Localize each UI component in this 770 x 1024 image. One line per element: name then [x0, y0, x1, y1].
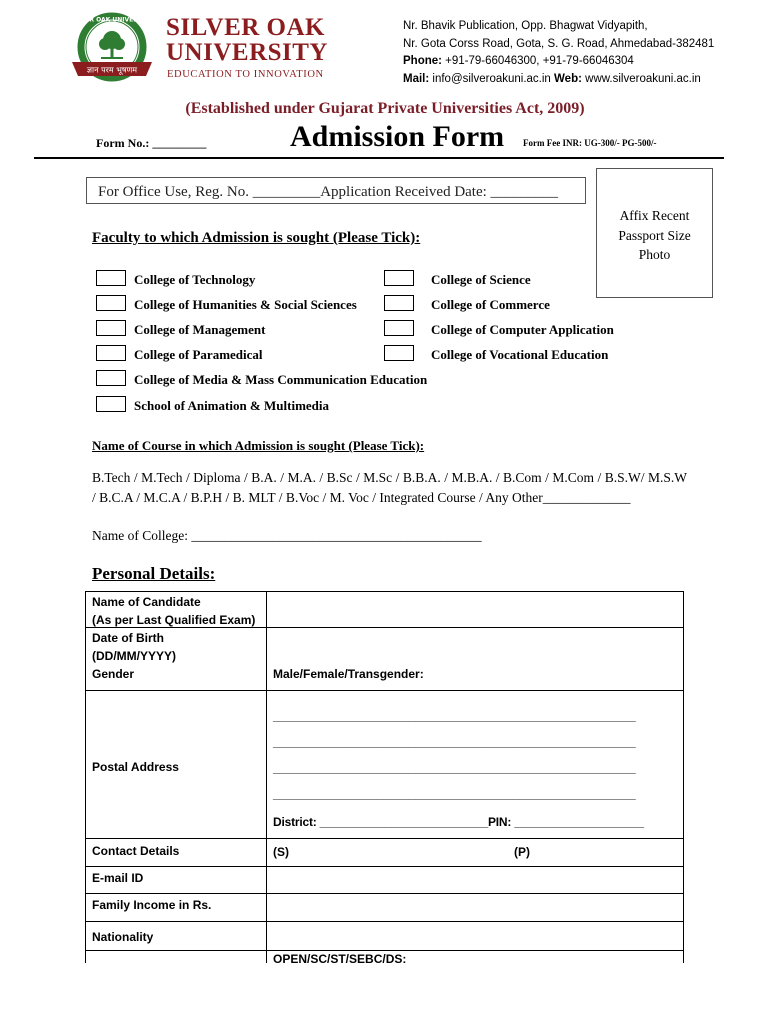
checkbox-college-vocational[interactable]: [384, 345, 414, 361]
address-block: [403, 18, 714, 88]
label-college-humanities: College of Humanities & Social Sciences: [134, 297, 357, 312]
photo-instructions: Affix Recent Passport Size Photo: [618, 208, 691, 262]
category-options[interactable]: OPEN/SC/ST/SEBC/DS:: [273, 952, 407, 963]
checkbox-college-technology[interactable]: [96, 270, 126, 286]
label-postal-address: Postal Address: [92, 760, 179, 774]
label-gender: Gender: [92, 667, 135, 681]
label-college-computer-application: College of Computer Application: [431, 322, 614, 337]
university-seal-logo: [66, 12, 158, 86]
university-name: [166, 15, 328, 65]
label-college-commerce: College of Commerce: [431, 297, 550, 312]
gender-options[interactable]: Male/Female/Transgender:: [273, 667, 424, 681]
table-row-divider: [85, 690, 684, 691]
district-pin-line[interactable]: District: __________________________PIN: ____________________: [273, 815, 644, 829]
input-nationality[interactable]: [268, 923, 682, 949]
seal-ring-text: SILVER OAK UNIVERSITY: [71, 16, 153, 24]
personal-details-heading: Personal Details:: [92, 564, 216, 583]
address-line-1[interactable]: ________________________________________________________: [273, 709, 636, 723]
header-divider: [34, 157, 724, 159]
university-tagline: EDUCATION TO INNOVATION: [167, 69, 324, 80]
address-line-4[interactable]: ________________________________________________________: [273, 787, 636, 801]
phone-line: Phone: +91-79-66046300, +91-79-66046304: [403, 55, 634, 67]
table-column-divider: [266, 591, 267, 963]
label-email: E-mail ID: [92, 871, 144, 885]
input-candidate-name[interactable]: [268, 593, 682, 626]
contact-line: Mail: info@silveroakuni.ac.in Web: www.silveroakuni.ac.in: [403, 72, 701, 85]
checkbox-college-commerce[interactable]: [384, 295, 414, 311]
table-row-divider: [85, 838, 684, 839]
checkbox-college-computer-application[interactable]: [384, 320, 414, 336]
checkbox-college-paramedical[interactable]: [96, 345, 126, 361]
label-contact-details: Contact Details: [92, 844, 180, 858]
address-line1: Nr. Bhavik Publication, Opp. Bhagwat Vidyapith,: [403, 20, 648, 32]
university-name-line1: SILVER OAK: [166, 14, 325, 41]
course-heading: Name of Course in which Admission is sought (Please Tick):: [92, 438, 425, 453]
label-college-management: College of Management: [134, 322, 266, 337]
course-list[interactable]: B.Tech / M.Tech / Diploma / B.A. / M.A. / B.Sc / M.Sc / B.B.A. / M.B.A. / B.Com / M.Com / B.S.W/ M.S.W / B.C.A / M.C.A / B.P.H / B. MLT / B.Voc / M. Voc / Integrated Course / Any Other_____________: [92, 470, 687, 505]
label-candidate-name: Name of Candidate (As per Last Qualified Exam): [92, 595, 256, 627]
form-fee: Form Fee INR: UG-300/- PG-500/-: [523, 138, 657, 148]
faculty-heading: Faculty to which Admission is sought (Please Tick):: [92, 230, 421, 246]
checkbox-college-humanities[interactable]: [96, 295, 126, 311]
label-college-science: College of Science: [431, 272, 531, 287]
contact-self[interactable]: (S): [273, 845, 289, 859]
college-name-field[interactable]: Name of College: ___________________________________________: [92, 528, 482, 543]
seal-motto: ज्ञान परम भूषणम: [86, 65, 138, 75]
contact-parent[interactable]: (P): [514, 845, 530, 859]
checkbox-college-science[interactable]: [384, 270, 414, 286]
label-college-technology: College of Technology: [134, 272, 256, 287]
input-family-income[interactable]: [268, 895, 682, 920]
input-date-of-birth[interactable]: [268, 629, 682, 663]
label-college-paramedical: College of Paramedical: [134, 347, 263, 362]
address-line-3[interactable]: ________________________________________________________: [273, 761, 636, 775]
address-line-2[interactable]: ________________________________________________________: [273, 735, 636, 749]
checkbox-college-management[interactable]: [96, 320, 126, 336]
form-title: Admission Form: [290, 120, 505, 153]
office-use-text[interactable]: For Office Use, Reg. No. _________Application Received Date: _________: [98, 184, 559, 200]
label-school-animation: School of Animation & Multimedia: [134, 398, 330, 413]
table-row-divider: [85, 893, 684, 894]
university-name-line2: UNIVERSITY: [166, 39, 328, 66]
form-number-field[interactable]: Form No.: _________: [96, 136, 207, 150]
label-nationality: Nationality: [92, 930, 154, 944]
checkbox-college-media[interactable]: [96, 370, 126, 386]
table-row-divider: [85, 866, 684, 867]
label-family-income: Family Income in Rs.: [92, 898, 212, 912]
input-email[interactable]: [268, 868, 682, 892]
label-college-vocational: College of Vocational Education: [431, 347, 609, 362]
category-row-clip: [267, 951, 683, 963]
address-line2: Nr. Gota Corss Road, Gota, S. G. Road, Ahmedabad-382481: [403, 37, 715, 50]
checkbox-school-animation[interactable]: [96, 396, 126, 412]
table-row-divider: [85, 921, 684, 922]
established-note: (Established under Gujarat Private Universities Act, 2009): [185, 100, 585, 117]
label-college-media: College of Media & Mass Communication Education: [134, 372, 428, 387]
label-date-of-birth: Date of Birth (DD/MM/YYYY): [92, 631, 176, 663]
